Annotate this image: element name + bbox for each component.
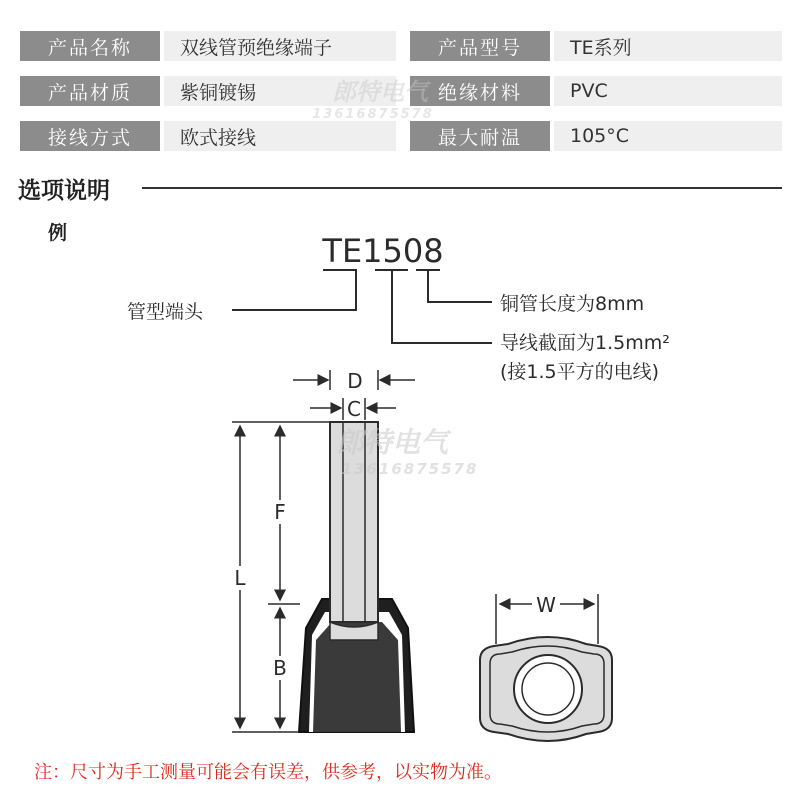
- code-brackets: [232, 270, 492, 343]
- watermark-phone: 13616875578: [312, 107, 434, 122]
- dim-w-label: W: [536, 593, 556, 617]
- dim-l-label: L: [234, 566, 246, 590]
- spec-value: PVC: [554, 76, 782, 106]
- prefix-desc: 管型端头: [127, 301, 204, 323]
- dim-fb-lines: [268, 426, 300, 728]
- spec-value: 双线管预绝缘端子: [164, 31, 396, 61]
- spec-label: 产品材质: [20, 76, 160, 106]
- ferrule-end-view: [480, 637, 612, 741]
- example-label: 例: [48, 222, 68, 244]
- watermark-brand: 郎特电气: [335, 426, 449, 459]
- section-note: (接1.5平方的电线): [500, 361, 660, 383]
- dim-f-label: F: [274, 500, 286, 524]
- section-desc: 导线截面为1.5mm²: [500, 332, 670, 354]
- watermark-phone: 13616875578: [341, 460, 479, 478]
- model-code: TE1508: [322, 232, 444, 270]
- section-title: 选项说明: [18, 178, 110, 204]
- dim-d-label: D: [347, 369, 363, 393]
- spec-label: 绝缘材料: [410, 76, 550, 106]
- disclaimer-note: 注：尺寸为手工测量可能会有误差，供参考，以实物为准。: [34, 762, 502, 783]
- spec-label: 产品型号: [410, 31, 550, 61]
- dim-c-label: C: [347, 397, 361, 421]
- watermark-brand: 郎特电气: [332, 78, 428, 106]
- spec-value: 欧式接线: [164, 121, 396, 151]
- spec-label: 产品名称: [20, 31, 160, 61]
- spec-value: 105°C: [554, 121, 782, 151]
- spec-value: 紫铜镀锡: [164, 76, 396, 106]
- length-desc: 铜管长度为8mm: [500, 293, 645, 315]
- spec-value: TE系列: [554, 31, 782, 61]
- dim-b-label: B: [273, 656, 287, 680]
- spec-label: 接线方式: [20, 121, 160, 151]
- spec-label: 最大耐温: [410, 121, 550, 151]
